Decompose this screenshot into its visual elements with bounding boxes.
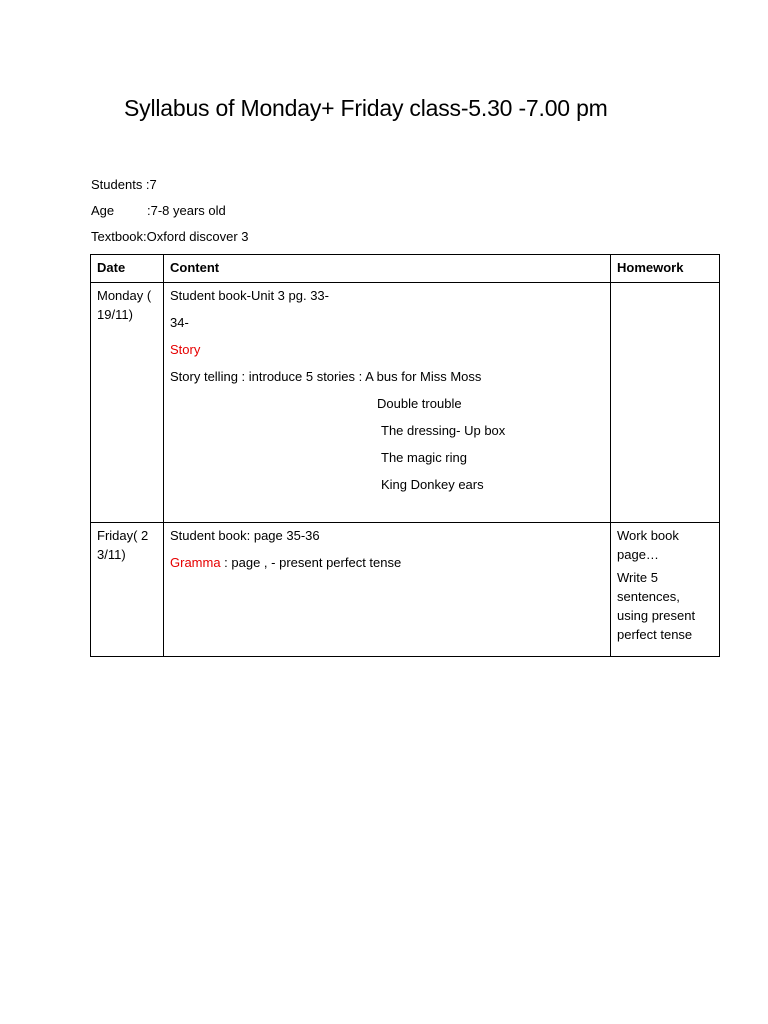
students-value: 7 (149, 177, 157, 192)
monday-section-story: Story (170, 342, 201, 357)
friday-content-cell (164, 523, 611, 657)
header-homework: Homework (611, 255, 720, 283)
page-title: Syllabus of Monday+ Friday class-5.30 -7.00 pm (124, 95, 608, 121)
monday-story-intro: Story telling : introduce 5 stories : A bus for Miss Moss (170, 369, 482, 384)
age-label: Age (91, 203, 115, 218)
age-value: :7-8 years old (147, 203, 226, 218)
friday-content-line2 (170, 553, 604, 572)
students-line (91, 177, 157, 192)
header-date: Date (91, 255, 164, 283)
friday-hw-line2: page… (617, 547, 659, 562)
friday-homework-1 (617, 526, 713, 564)
monday-date-line2: 19/11) (97, 307, 133, 322)
students-label: Students : (91, 177, 150, 192)
table-row-monday (91, 283, 720, 523)
friday-hw-line4: sentences, (617, 589, 680, 604)
monday-homework-cell (611, 283, 720, 523)
friday-hw-line6: perfect tense (617, 627, 693, 642)
monday-story-3: The dressing- Up box (381, 423, 506, 438)
textbook-line (91, 229, 249, 244)
textbook-label: Textbook: (91, 229, 147, 244)
friday-section-grammar: Gramma (170, 555, 221, 570)
friday-hw-line3: Write 5 (617, 570, 658, 585)
syllabus-table (90, 254, 720, 657)
friday-hw-line1: Work book (617, 528, 679, 543)
table-header-row (91, 255, 720, 283)
friday-homework-cell (611, 523, 720, 657)
textbook-value: Oxford discover 3 (146, 229, 249, 244)
monday-content-line2: 34- (170, 315, 189, 330)
friday-date-line1: Friday( 2 (97, 528, 149, 543)
monday-date-cell (91, 283, 164, 523)
friday-homework-2 (617, 568, 713, 644)
monday-story-5: King Donkey ears (381, 477, 484, 492)
friday-grammar-detail: : page , - present perfect tense (220, 555, 402, 570)
friday-date-cell (91, 523, 164, 657)
monday-story-2: Double trouble (377, 396, 462, 411)
table-row-friday (91, 523, 720, 657)
header-content: Content (164, 255, 611, 283)
monday-content-line1: Student book-Unit 3 pg. 33- (170, 288, 329, 303)
monday-content-cell (164, 283, 611, 523)
friday-content-line1: Student book: page 35-36 (170, 528, 320, 543)
friday-hw-line5: using present (617, 608, 696, 623)
age-line (91, 203, 226, 218)
monday-date-line1: Monday ( (97, 288, 152, 303)
monday-story-4: The magic ring (381, 450, 467, 465)
friday-date-line2: 3/11) (97, 547, 126, 562)
